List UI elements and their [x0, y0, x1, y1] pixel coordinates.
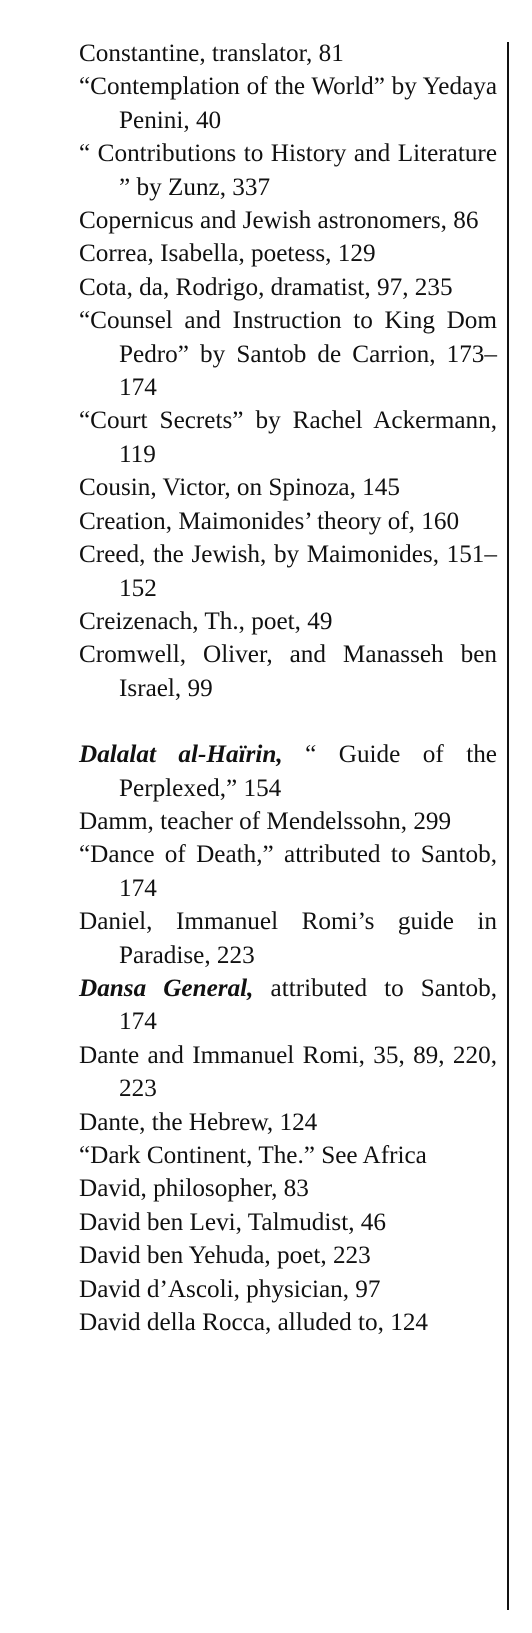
index-entry: Cromwell, Oliver, and Manasseh ben Israel, 99: [79, 641, 497, 702]
index-entry: Creation, Maimonides’ theory of, 160: [79, 507, 460, 535]
entry-title-italic: Dansa General,: [79, 974, 254, 1002]
index-entry: “Dark Continent, The.” See Africa: [79, 1142, 427, 1169]
index-entry: “Counsel and Instruction to King Dom Pedro” by Santob de Carrion, 173–174: [79, 307, 497, 402]
index-entry: Daniel, Immanuel Romi’s guide in Paradise, 223: [79, 908, 497, 969]
index-entry: Creizenach, Th., poet, 49: [79, 607, 333, 635]
index-entry: Constantine, translator, 81: [79, 40, 344, 67]
index-entry: Cousin, Victor, on Spinoza, 145: [79, 474, 400, 502]
index-entry: David ben Levi, Talmudist, 46: [79, 1208, 386, 1236]
index-entry: “ Contributions to History and Literature ” by Zunz, 337: [79, 140, 497, 201]
index-entry: Creed, the Jewish, by Maimonides, 151–152: [79, 541, 497, 602]
index-entry: “Dance of Death,” attributed to Santob, 174: [79, 841, 497, 902]
index-entry: [79, 972, 497, 1039]
index-entry: David d’Ascoli, physician, 97: [79, 1275, 381, 1303]
index-entry: David ben Yehuda, poet, 223: [79, 1242, 371, 1270]
index-entry: “Court Secrets” by Rachel Ackermann, 119: [79, 407, 497, 468]
index-entry: Dante, the Hebrew, 124: [79, 1108, 318, 1136]
entry-text: “ Guide of the Perplexed,” 154: [119, 741, 497, 802]
index-entry: David, philosopher, 83: [79, 1175, 309, 1203]
index-column: [79, 37, 497, 1339]
group-separator: [79, 705, 497, 738]
index-group-d: [79, 738, 497, 1339]
index-entry: “Contemplation of the World” by Yedaya Penini, 40: [79, 73, 497, 134]
index-group-c: [79, 37, 497, 705]
index-entry: Damm, teacher of Mendelssohn, 299: [79, 807, 452, 835]
index-entry: Dante and Immanuel Romi, 35, 89, 220, 223: [79, 1041, 497, 1103]
index-entry: Cota, da, Rodrigo, dramatist, 97, 235: [79, 273, 453, 301]
entry-title-italic: Dalalat al-Haïrin,: [79, 741, 283, 769]
entry-text: attributed to Santob, 174: [119, 974, 497, 1036]
column-rule: [507, 42, 509, 1610]
index-entry: [79, 738, 497, 805]
index-entry: Correa, Isabella, poetess, 129: [79, 240, 376, 268]
index-entry: David della Rocca, alluded to, 124: [79, 1309, 429, 1337]
index-entry: Copernicus and Jewish astronomers, 86: [79, 207, 479, 235]
